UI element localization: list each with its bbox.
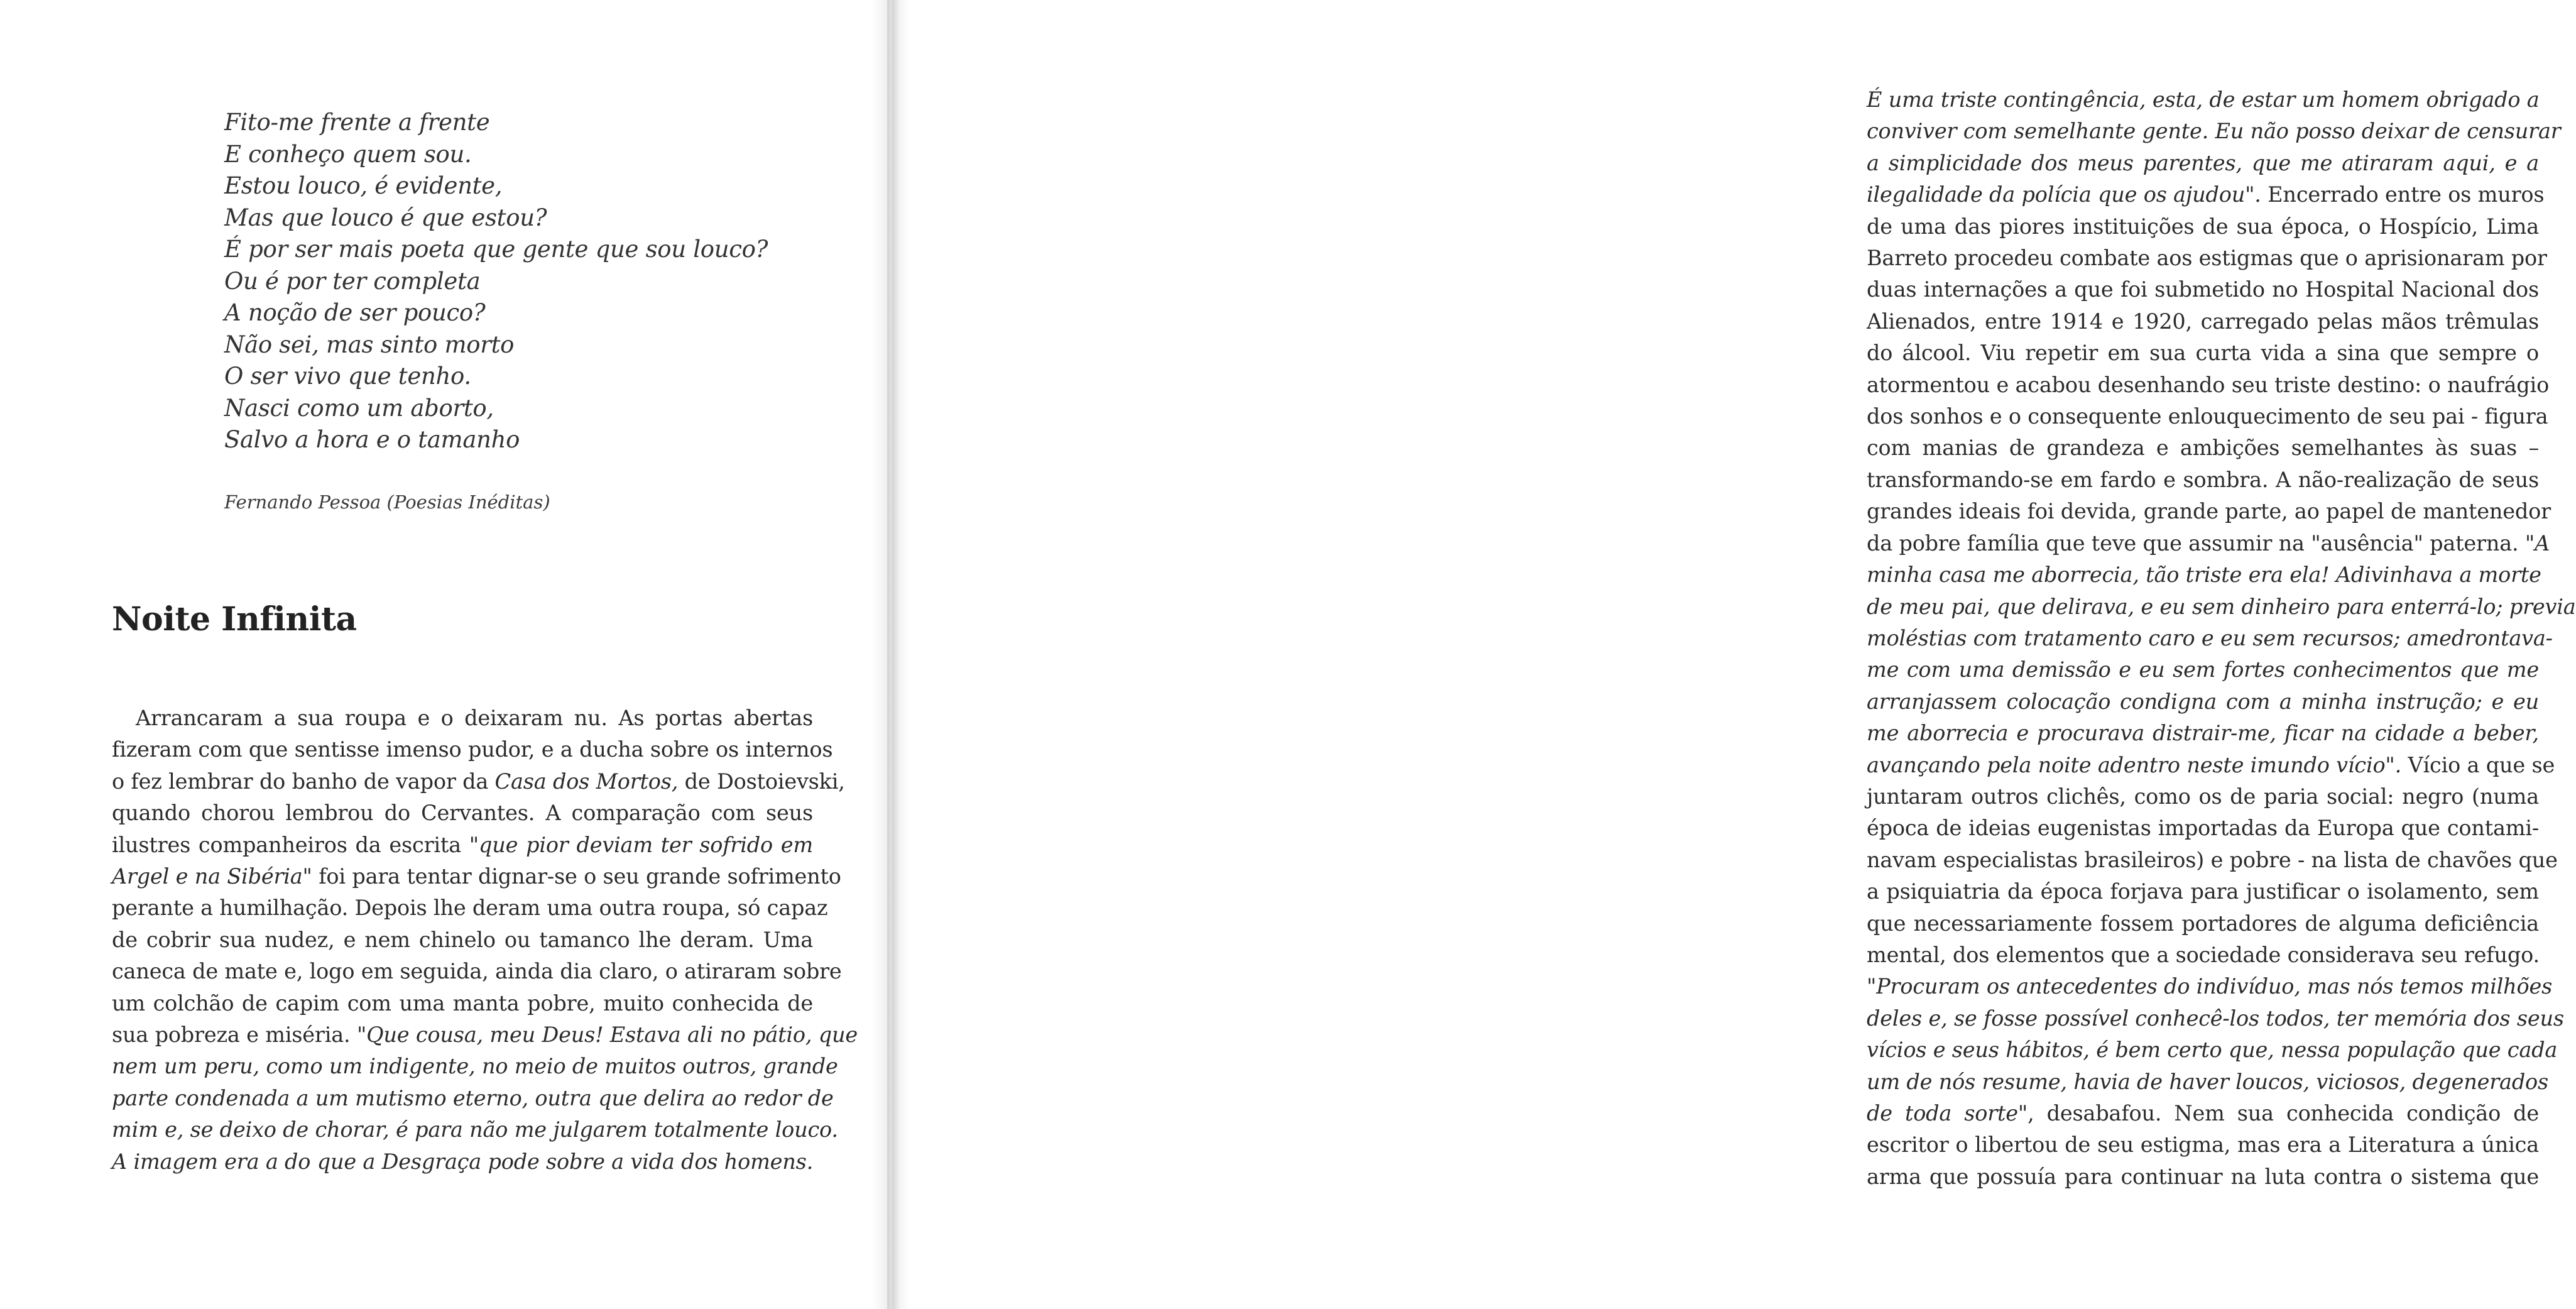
- italic-quote-segment: parte condenada a um mutismo eterno, outra que delira ao redor de: [112, 1085, 834, 1110]
- italic-quote-segment: minha casa me aborrecia, tão triste era ela! Adivinhava a morte: [1867, 562, 2541, 588]
- right-body-text: [1867, 84, 2576, 1193]
- text-segment: fizeram com que sentisse imenso pudor, e a ducha sobre os internos: [112, 737, 833, 762]
- text-line: [112, 1019, 858, 1051]
- text-line: [1867, 179, 2545, 211]
- text-segment: Alienados, entre 1914 e 1920, carregado pelas mãos trêmulas: [1867, 309, 2539, 334]
- text-segment: um colchão de capim com uma manta pobre, muito conhecida de: [112, 990, 813, 1016]
- text-line: [1867, 591, 2576, 623]
- text-line: [112, 703, 813, 734]
- text-segment: atormentou e acabou desenhando seu triste destino: o naufrágio: [1867, 372, 2550, 397]
- text-line: [112, 892, 828, 924]
- italic-quote-segment: a simplicidade dos meus parentes, que me atiraram aqui, e a: [1867, 150, 2539, 175]
- text-line: [1867, 750, 2555, 781]
- left-page: [0, 0, 883, 1309]
- poem-line: Não sei, mas sinto morto: [224, 331, 515, 358]
- text-segment: navam especialistas brasileiros) e pobre - na lista de chavões que: [1867, 847, 2558, 872]
- text-line: [112, 956, 842, 987]
- poem-line: Fito-me frente a frente: [224, 109, 490, 136]
- text-segment: duas internações a que foi submetido no Hospital Nacional dos: [1867, 277, 2539, 302]
- poem-line: Nasci como um aborto,: [224, 394, 494, 422]
- text-segment: o fez lembrar do banho de vapor da: [112, 769, 495, 794]
- text-line: [1867, 1066, 2549, 1098]
- text-line: [1867, 623, 2553, 654]
- text-line: [1867, 116, 2561, 147]
- italic-quote-segment: conviver com semelhante gente. Eu não posso deixar de censurar: [1867, 119, 2561, 144]
- text-line: [1867, 686, 2539, 718]
- text-line: [1867, 781, 2539, 813]
- poem-attribution: Fernando Pessoa (Poesias Inéditas): [224, 491, 550, 513]
- text-segment: foi para tentar dignar-se o seu grande sofrimento: [312, 864, 841, 889]
- italic-quote-segment: Casa dos Mortos,: [494, 769, 679, 794]
- text-line: [112, 1083, 834, 1114]
- italic-quote-segment: deles e, se fosse possível conhecê-los todos, ter memória dos seus: [1867, 1005, 2564, 1031]
- text-line: [1867, 211, 2539, 243]
- text-line: [1867, 84, 2539, 116]
- text-segment: a psiquiatria da época forjava para justificar o isolamento, sem: [1867, 879, 2539, 904]
- text-line: [1867, 337, 2539, 369]
- text-segment: dos sonhos e o consequente enlouquecimento de seu pai - figura: [1867, 404, 2548, 429]
- poem-line: Estou louco, é evidente,: [224, 172, 503, 199]
- text-segment: arma que possuía para continuar na luta contra o sistema que: [1867, 1164, 2539, 1189]
- text-segment: de Dostoievski,: [678, 769, 845, 794]
- text-segment: mental, dos elementos que a sociedade considerava seu refugo.: [1867, 942, 2540, 967]
- text-segment: caneca de mate e, logo em seguida, ainda dia claro, o atiraram sobre: [112, 959, 842, 984]
- poem-line: O ser vivo que tenho.: [224, 363, 471, 390]
- italic-quote-segment: Argel e na Sibéria": [112, 864, 312, 889]
- text-line: [112, 1051, 838, 1082]
- text-line: [1867, 1129, 2539, 1161]
- text-line: [1867, 528, 2550, 559]
- text-line: [1867, 432, 2539, 464]
- poem-line: Ou é por ter completa: [224, 267, 481, 295]
- poem-line: A noção de ser pouco?: [224, 299, 486, 326]
- text-segment: perante a humilhação. Depois lhe deram uma outra roupa, só capaz: [112, 895, 828, 921]
- text-line: [112, 797, 813, 829]
- text-line: [1867, 876, 2539, 907]
- chapter-title: Noite Infinita: [112, 600, 357, 638]
- text-line: [112, 988, 813, 1019]
- poem-line: Mas que louco é que estou?: [224, 204, 547, 231]
- text-segment: de uma das piores instituições de sua época, o Hospício, Lima: [1867, 214, 2539, 239]
- text-line: [1867, 845, 2558, 876]
- text-line: [1867, 401, 2548, 432]
- gutter-line: [887, 0, 890, 1309]
- book-gutter: [872, 0, 910, 1309]
- poem-line: E conheço quem sou.: [224, 140, 472, 168]
- text-segment: , desabafou. Nem sua conhecida condição de: [2028, 1101, 2539, 1126]
- text-line: [112, 734, 833, 765]
- text-segment: transformando-se em fardo e sombra. A não-realização de seus: [1867, 467, 2539, 492]
- text-line: [1867, 148, 2539, 179]
- italic-quote-segment: "que pior deviam ter sofrido em: [469, 832, 813, 857]
- text-line: [1867, 654, 2539, 686]
- italic-quote-segment: "Procuram os antecedentes do indivíduo, mas nós temos milhões: [1867, 974, 2553, 999]
- text-line: [1867, 813, 2539, 844]
- text-segment: Barreto procedeu combate aos estigmas que o aprisionaram por: [1867, 246, 2547, 271]
- text-segment: época de ideias eugenistas importadas da Europa que contami-: [1867, 816, 2539, 841]
- text-segment: do álcool. Viu repetir em sua curta vida a sina que sempre o: [1867, 341, 2539, 366]
- italic-quote-segment: me aborrecia e procurava distrair-me, ficar na cidade a beber,: [1867, 721, 2539, 746]
- text-line: [1867, 1003, 2564, 1034]
- poem-line: Salvo a hora e o tamanho: [224, 426, 520, 453]
- text-segment: escritor o libertou de seu estigma, mas era a Literatura a única: [1867, 1132, 2539, 1158]
- italic-quote-segment: nem um peru, como um indigente, no meio de muitos outros, grande: [112, 1054, 838, 1079]
- text-line: [1867, 908, 2539, 939]
- text-line: [112, 1114, 838, 1146]
- italic-quote-segment: de toda sorte": [1867, 1101, 2028, 1126]
- text-segment: ilustres companheiros da escrita: [112, 832, 469, 857]
- italic-quote-segment: É uma triste contingência, esta, de estar um homem obrigado a: [1867, 87, 2540, 112]
- italic-quote-segment: ilegalidade da polícia que os ajudou".: [1867, 182, 2261, 207]
- text-line: [112, 861, 841, 892]
- italic-quote-segment: me com uma demissão e eu sem fortes conhecimentos que me: [1867, 657, 2539, 682]
- text-line: [1867, 243, 2547, 274]
- text-segment: juntaram outros clichês, como os de paria social: negro (numa: [1867, 784, 2539, 809]
- poem-line: É por ser mais poeta que gente que sou louco?: [224, 236, 768, 263]
- text-line: [1867, 939, 2539, 971]
- text-segment: que necessariamente fossem portadores de alguma deficiência: [1867, 911, 2539, 936]
- text-line: [1867, 306, 2539, 337]
- italic-quote-segment: "A: [2524, 530, 2550, 556]
- text-line: [1867, 971, 2553, 1002]
- italic-quote-segment: moléstias com tratamento caro e eu sem recursos; amedrontava-: [1867, 625, 2553, 650]
- text-line: [1867, 559, 2539, 591]
- text-segment: com manias de grandeza e ambições semelhantes às suas –: [1867, 435, 2539, 461]
- text-line: [112, 1146, 813, 1178]
- italic-quote-segment: A imagem era a do que a Desgraça pode sobre a vida dos homens.: [112, 1149, 814, 1174]
- text-line: [1867, 496, 2551, 527]
- text-line: [1867, 464, 2539, 496]
- epigraph-poem: [224, 107, 790, 456]
- text-line: [112, 924, 813, 956]
- text-line: [1867, 1034, 2558, 1066]
- text-line: [1867, 1098, 2539, 1129]
- text-line: [1867, 718, 2539, 749]
- text-line: [112, 766, 845, 797]
- text-segment: quando chorou lembrou do Cervantes. A comparação com seus: [112, 801, 813, 826]
- text-segment: de cobrir sua nudez, e nem chinelo ou tamanco lhe deram. Uma: [112, 927, 813, 952]
- italic-quote-segment: de meu pai, que delirava, e eu sem dinheiro para enterrá-lo; previa: [1867, 594, 2576, 619]
- text-line: [1867, 1161, 2539, 1193]
- text-segment: grandes ideais foi devida, grande parte, ao papel de mantenedor: [1867, 499, 2551, 524]
- text-line: [1867, 274, 2539, 305]
- text-line: [1867, 370, 2550, 401]
- italic-quote-segment: avançando pela noite adentro neste imundo vício".: [1867, 752, 2402, 777]
- text-line: [112, 830, 813, 861]
- text-segment: sua pobreza e miséria.: [112, 1022, 357, 1048]
- italic-quote-segment: arranjassem colocação condigna com a minha instrução; e eu: [1867, 689, 2539, 714]
- italic-quote-segment: mim e, se deixo de chorar, é para não me julgarem totalmente louco.: [112, 1117, 838, 1142]
- text-segment: da pobre família que teve que assumir na "ausência" paterna.: [1867, 530, 2525, 556]
- italic-quote-segment: vícios e seus hábitos, é bem certo que, nessa população que cada: [1867, 1038, 2558, 1063]
- left-body-text: [112, 703, 858, 1178]
- italic-quote-segment: um de nós resume, havia de haver loucos, viciosos, degenerados: [1867, 1069, 2549, 1094]
- text-segment: Arrancaram a sua roupa e o deixaram nu. As portas abertas: [136, 706, 813, 730]
- italic-quote-segment: "Que cousa, meu Deus! Estava ali no pátio, que: [356, 1022, 858, 1048]
- text-segment: Vício a que se: [2401, 752, 2555, 777]
- text-segment: Encerrado entre os muros: [2261, 182, 2545, 207]
- right-page: [883, 0, 2576, 1309]
